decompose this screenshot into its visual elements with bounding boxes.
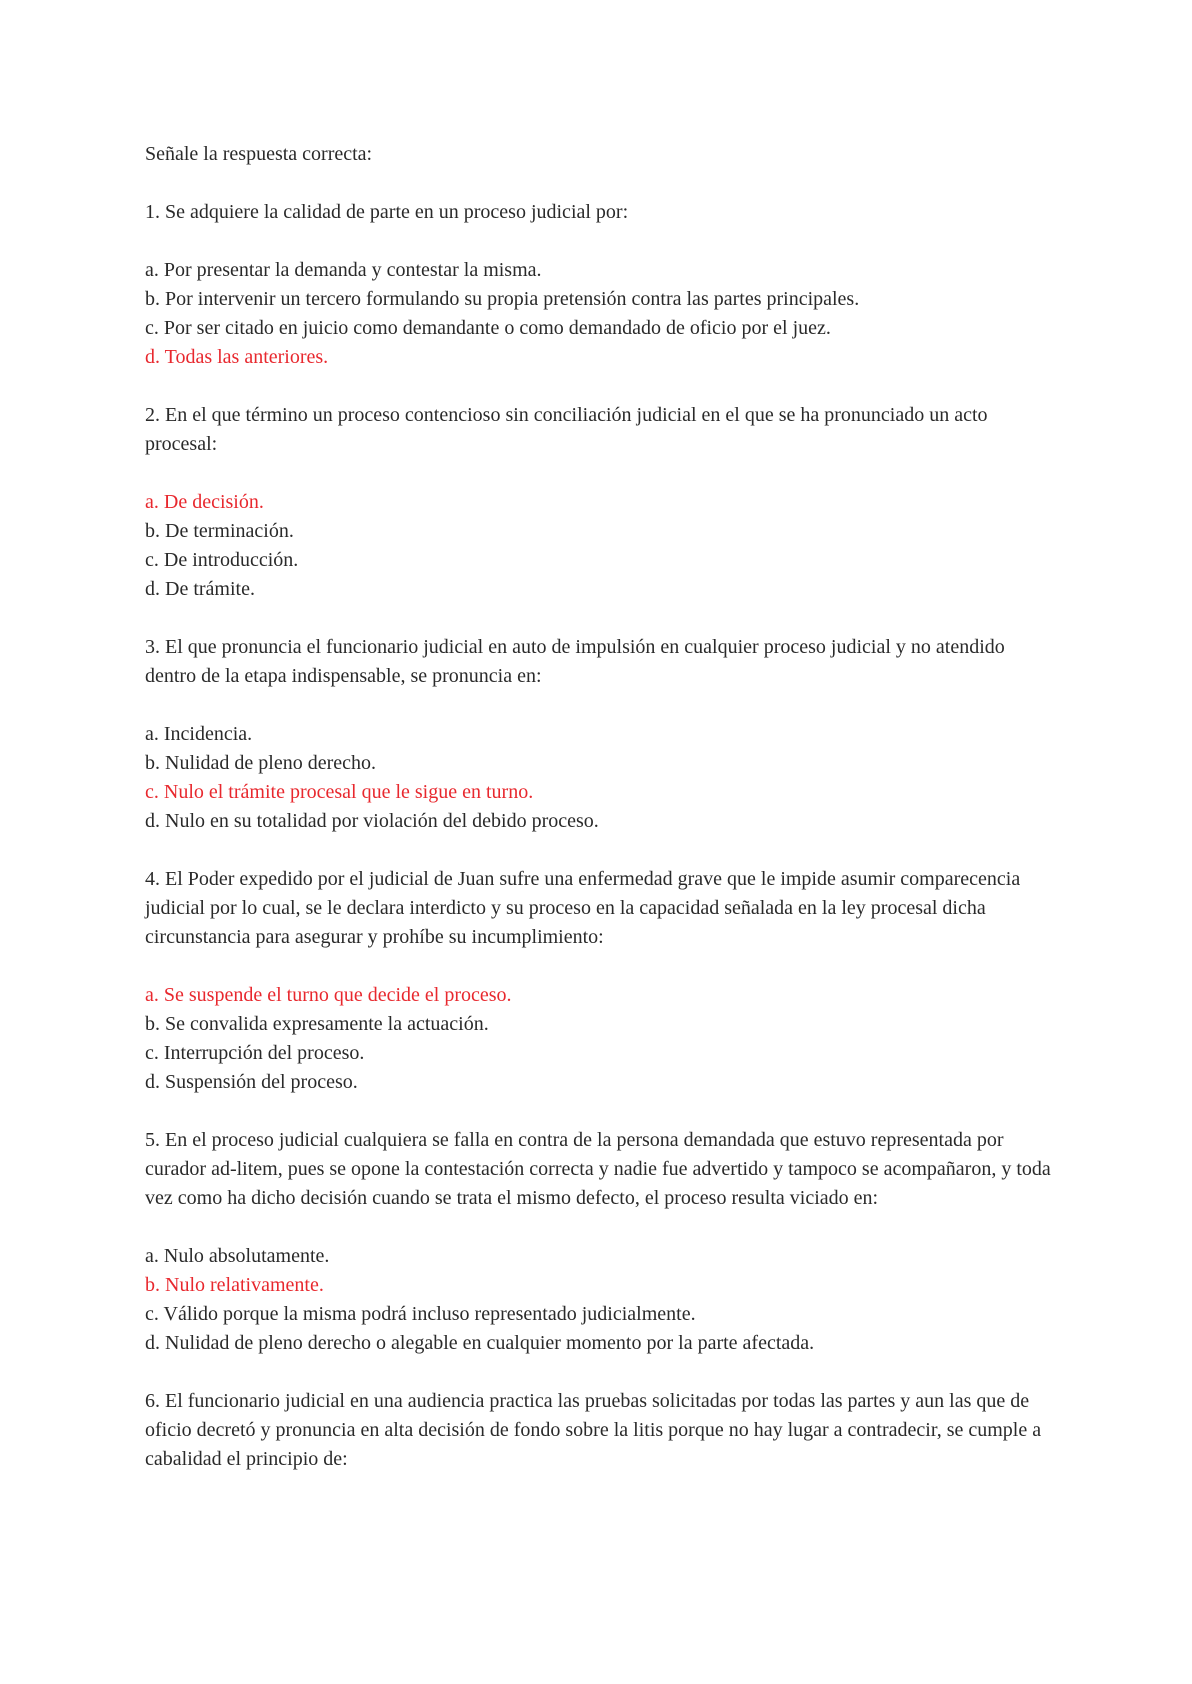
correct-answer-option: c. Nulo el trámite procesal que le sigue en turno. — [145, 781, 534, 803]
answer-option: c. Válido porque la misma podrá incluso representado judicialmente. — [145, 1303, 696, 1325]
document-page — [145, 140, 1055, 1503]
answer-option: a. Nulo absolutamente. — [145, 1245, 330, 1267]
correct-answer-option: a. Se suspende el turno que decide el proceso. — [145, 984, 512, 1006]
answer-option: d. De trámite. — [145, 578, 255, 600]
answer-option: b. Nulidad de pleno derecho. — [145, 752, 377, 774]
answer-option: c. De introducción. — [145, 549, 299, 571]
answer-option: d. Nulidad de pleno derecho o alegable en cualquier momento por la parte afectada. — [145, 1332, 815, 1354]
option-list — [145, 981, 1055, 1097]
correct-answer-option: d. Todas las anteriores. — [145, 346, 329, 368]
answer-option: c. Por ser citado en juicio como demandante o como demandado de oficio por el juez. — [145, 317, 831, 339]
question-text: 5. En el proceso judicial cualquiera se falla en contra de la persona demandada que estuvo representada por curador ad-litem, pues se opone la contestación correcta y nadie fue advertido y tampoco se acompañaron, y toda vez como ha dicho decisión cuando se trata el mismo defecto, el proceso resulta viciado en: — [145, 1129, 1051, 1209]
answer-option: a. Por presentar la demanda y contestar la misma. — [145, 259, 542, 281]
option-list — [145, 488, 1055, 604]
answer-option: c. Interrupción del proceso. — [145, 1042, 365, 1064]
question-text: 6. El funcionario judicial en una audiencia practica las pruebas solicitadas por todas las partes y aun las que de oficio decretó y pronuncia en alta decisión de fondo sobre la litis porque no hay lugar a contradecir, se cumple a cabalidad el principio de: — [145, 1390, 1042, 1470]
answer-option: a. Incidencia. — [145, 723, 253, 745]
option-list — [145, 720, 1055, 836]
answer-option: d. Nulo en su totalidad por violación del debido proceso. — [145, 810, 599, 832]
question-text: 3. El que pronuncia el funcionario judicial en auto de impulsión en cualquier proceso judicial y no atendido dentro de la etapa indispensable, se pronuncia en: — [145, 636, 1005, 687]
answer-option: b. Por intervenir un tercero formulando su propia pretensión contra las partes principales. — [145, 288, 860, 310]
correct-answer-option: a. De decisión. — [145, 491, 264, 513]
answer-option: d. Suspensión del proceso. — [145, 1071, 358, 1093]
correct-answer-option: b. Nulo relativamente. — [145, 1274, 324, 1296]
option-list — [145, 1242, 1055, 1358]
answer-option: b. Se convalida expresamente la actuación. — [145, 1013, 489, 1035]
question-text: 4. El Poder expedido por el judicial de Juan sufre una enfermedad grave que le impide asumir comparecencia judicial por lo cual, se le declara interdicto y su proceso en la capacidad señalada en la ley procesal dicha circunstancia para asegurar y prohíbe su incumplimiento: — [145, 868, 1021, 948]
question-list — [145, 198, 1055, 1474]
question-text: 1. Se adquiere la calidad de parte en un proceso judicial por: — [145, 201, 629, 223]
question-text: 2. En el que término un proceso contencioso sin conciliación judicial en el que se ha pronunciado un acto procesal: — [145, 404, 988, 455]
answer-option: b. De terminación. — [145, 520, 294, 542]
instruction-text: Señale la respuesta correcta: — [145, 143, 373, 165]
option-list — [145, 256, 1055, 372]
